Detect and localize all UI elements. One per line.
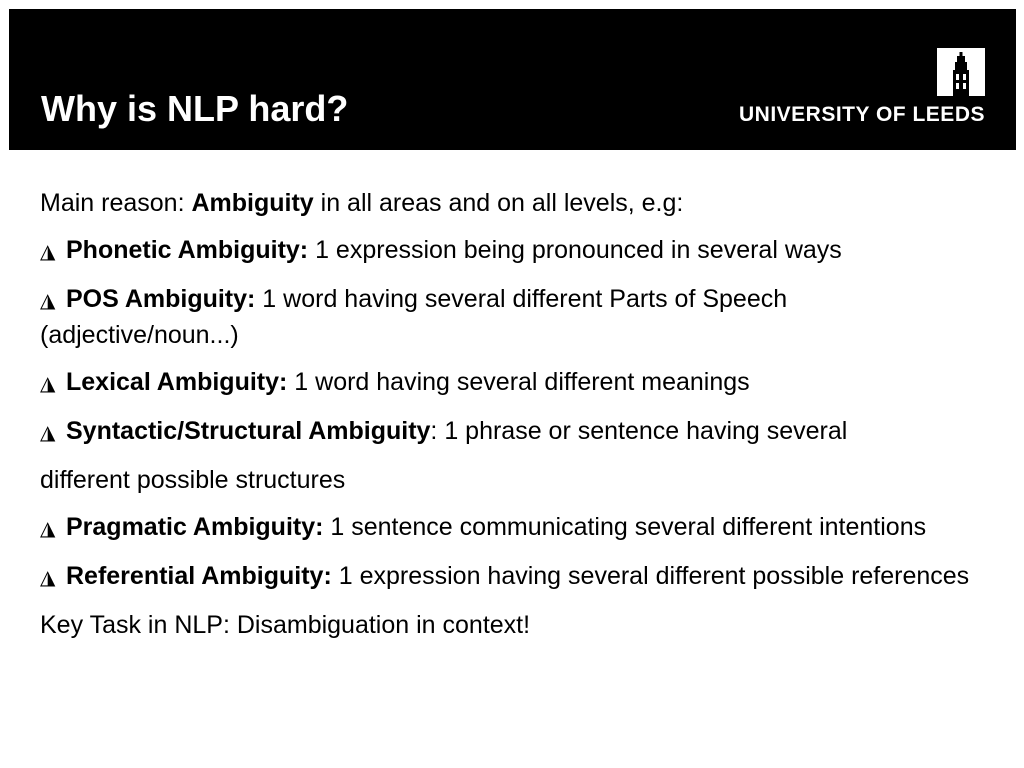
intro-bold: Ambiguity: [191, 189, 314, 217]
intro-line: [40, 186, 980, 220]
list-item: [40, 510, 980, 546]
list-item: [40, 559, 980, 595]
header-bar: [9, 9, 1016, 150]
list-item: [40, 282, 980, 352]
bullet-icon: ◮: [40, 567, 56, 589]
item-text: 1 word having several different meanings: [287, 368, 750, 396]
item-text: 1 expression having several different possible references: [331, 562, 970, 590]
bullet-icon: ◮: [40, 422, 56, 444]
bullet-icon: ◮: [40, 518, 56, 540]
slide-body: [40, 186, 980, 655]
list-item: [40, 414, 980, 450]
item-text: 1 expression being pronounced in several ways: [308, 236, 842, 264]
intro-rest: in all areas and on all levels, e.g:: [313, 189, 684, 217]
item-text: 1 word having several different Parts of Speech (adjective/noun...): [40, 285, 788, 349]
bullet-icon: ◮: [40, 373, 56, 395]
list-item: [40, 365, 980, 401]
list-item: [40, 233, 980, 269]
item-term: Pragmatic Ambiguity:: [66, 513, 324, 541]
item-term: Lexical Ambiguity:: [66, 368, 288, 396]
item-term: Phonetic Ambiguity:: [66, 236, 309, 264]
intro-lead: Main reason:: [40, 189, 192, 217]
bullet-icon: ◮: [40, 241, 56, 263]
slide-title: Why is NLP hard?: [41, 88, 349, 129]
item-term: POS Ambiguity:: [66, 285, 256, 313]
university-tower-icon: [937, 48, 985, 96]
item-text: : 1 phrase or sentence having several: [430, 417, 848, 445]
list-item-continuation: different possible structures: [40, 466, 346, 494]
item-term: Referential Ambiguity:: [66, 562, 332, 590]
item-term: Syntactic/Structural Ambiguity: [66, 417, 431, 445]
bullet-icon: ◮: [40, 290, 56, 312]
university-logo-text: UNIVERSITY OF LEEDS: [739, 103, 985, 126]
conclusion-line: Key Task in NLP: Disambiguation in context!: [40, 611, 531, 639]
item-text: 1 sentence communicating several different intentions: [323, 513, 927, 541]
